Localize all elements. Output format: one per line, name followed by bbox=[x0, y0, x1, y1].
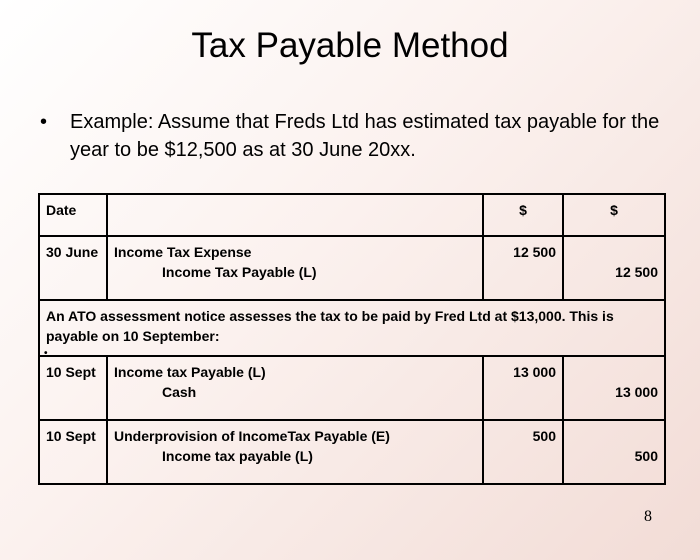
assessment-note-cell bbox=[39, 300, 665, 359]
debit-amount: 13 000 bbox=[483, 356, 563, 420]
credit-cell bbox=[563, 420, 665, 484]
debit-amount: 500 bbox=[483, 420, 563, 484]
header-date: Date bbox=[39, 194, 107, 236]
entry-accounts bbox=[107, 420, 483, 484]
credit-amount: 13 000 bbox=[615, 384, 658, 400]
credit-account: Income tax payable (L) bbox=[162, 448, 313, 464]
header-description bbox=[107, 194, 483, 236]
journal-table bbox=[38, 193, 666, 485]
credit-account: Cash bbox=[162, 384, 197, 400]
slide-title: Tax Payable Method bbox=[191, 26, 509, 65]
table-row bbox=[39, 420, 665, 484]
debit-account: Underprovision of IncomeTax Payable (E) bbox=[114, 428, 390, 444]
entry-date: 10 Sept bbox=[39, 356, 107, 420]
bullet-dot-icon: • bbox=[40, 111, 48, 133]
table-header-row bbox=[39, 194, 665, 236]
debit-account: Income tax Payable (L) bbox=[114, 364, 266, 380]
credit-account: Income Tax Payable (L) bbox=[162, 264, 317, 280]
credit-amount: 12 500 bbox=[615, 264, 658, 280]
table-row bbox=[39, 236, 665, 300]
header-debit: $ bbox=[483, 194, 563, 236]
example-text: Example: Assume that Freds Ltd has estimated tax payable for the year to be $12,500 as at 30 June 20xx. bbox=[70, 111, 660, 161]
page-number: 8 bbox=[644, 508, 652, 525]
debit-account: Income Tax Expense bbox=[114, 244, 252, 260]
credit-amount: 500 bbox=[634, 448, 658, 464]
header-credit: $ bbox=[563, 194, 665, 236]
entry-accounts bbox=[107, 356, 483, 420]
entry-accounts bbox=[107, 236, 483, 300]
entry-date: 30 June bbox=[39, 236, 107, 300]
table-row bbox=[39, 356, 665, 420]
small-dot-icon: • bbox=[44, 348, 48, 359]
credit-cell bbox=[563, 236, 665, 300]
table-note-row bbox=[39, 300, 665, 356]
credit-cell bbox=[563, 356, 665, 420]
debit-amount: 12 500 bbox=[483, 236, 563, 300]
assessment-note: An ATO assessment notice assesses the tax to be paid by Fred Ltd at $13,000. This is payable on 10 September: bbox=[46, 308, 614, 344]
entry-date: 10 Sept bbox=[39, 420, 107, 484]
